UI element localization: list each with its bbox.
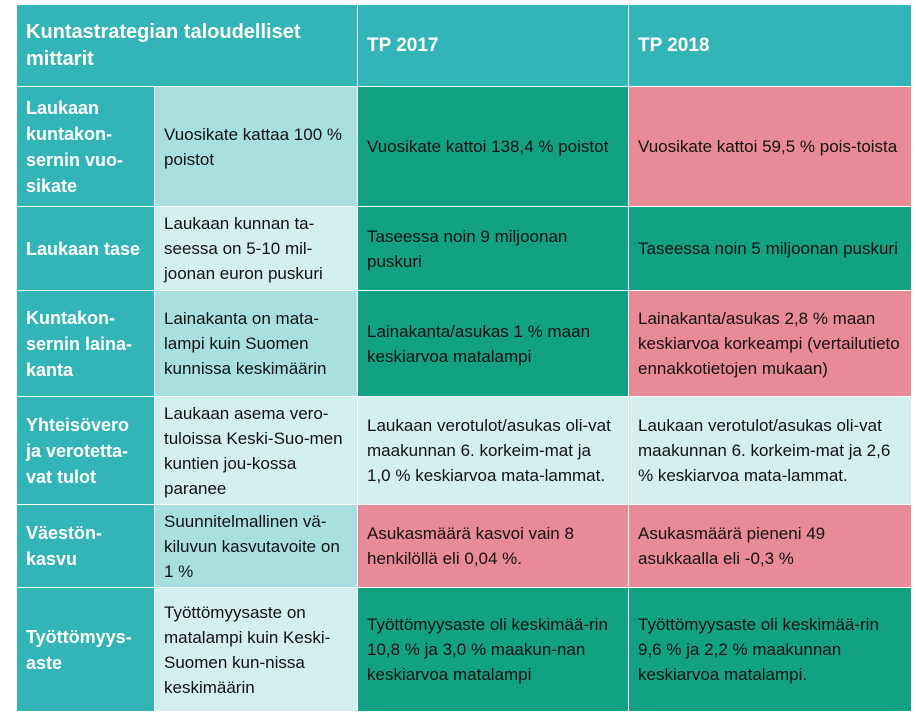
table-row bbox=[17, 207, 912, 291]
tp2018-cell: Asukasmäärä pieneni 49 asukkaalla eli -0,3 % bbox=[629, 505, 912, 588]
target-cell: Suunnitelmallinen vä-kiluvun kasvutavoite on 1 % bbox=[155, 505, 358, 588]
table-title: Kuntastrategian taloudelliset mittarit bbox=[17, 5, 358, 87]
table-row bbox=[17, 87, 912, 207]
tp2017-cell: Taseessa noin 9 miljoonan puskuri bbox=[358, 207, 629, 291]
row-label: Laukaan kuntakon-sernin vuo-sikate bbox=[17, 87, 155, 207]
row-label: Kuntakon-sernin laina-kanta bbox=[17, 291, 155, 397]
tp2018-cell: Laukaan verotulot/asukas oli-vat maakunnan 6. korkeim-mat ja 2,6 % keskiarvoa mata-lammat. bbox=[629, 397, 912, 505]
tp2017-cell: Laukaan verotulot/asukas oli-vat maakunnan 6. korkeim-mat ja 1,0 % keskiarvoa mata-lammat. bbox=[358, 397, 629, 505]
tp2017-cell: Työttömyysaste oli keskimää-rin 10,8 % ja 3,0 % maakun-nan keskiarvoa matalampi bbox=[358, 588, 629, 712]
tp2018-cell: Työttömyysaste oli keskimää-rin 9,6 % ja 2,2 % maakunnan keskiarvoa matalampi. bbox=[629, 588, 912, 712]
tp2017-cell: Lainakanta/asukas 1 % maan keskiarvoa matalampi bbox=[358, 291, 629, 397]
target-cell: Lainakanta on mata-lampi kuin Suomen kunnissa keskimäärin bbox=[155, 291, 358, 397]
column-header-tp-2017: TP 2017 bbox=[358, 5, 629, 87]
target-cell: Vuosikate kattaa 100 % poistot bbox=[155, 87, 358, 207]
metrics-table bbox=[16, 4, 912, 712]
target-cell: Laukaan asema vero-tuloissa Keski-Suo-men kuntien jou-kossa paranee bbox=[155, 397, 358, 505]
row-label: Yhteisövero ja verotetta-vat tulot bbox=[17, 397, 155, 505]
target-cell: Työttömyysaste on matalampi kuin Keski-Suomen kun-nissa keskimäärin bbox=[155, 588, 358, 712]
table-row bbox=[17, 291, 912, 397]
row-label: Väestön-kasvu bbox=[17, 505, 155, 588]
column-header-tp-2018: TP 2018 bbox=[629, 5, 912, 87]
tp2017-cell: Asukasmäärä kasvoi vain 8 henkilöllä eli 0,04 %. bbox=[358, 505, 629, 588]
tp2017-cell: Vuosikate kattoi 138,4 % poistot bbox=[358, 87, 629, 207]
header-row bbox=[17, 5, 912, 87]
target-cell: Laukaan kunnan ta-seessa on 5-10 mil-joonan euron puskuri bbox=[155, 207, 358, 291]
metrics-table-container bbox=[16, 4, 911, 711]
table-row bbox=[17, 505, 912, 588]
tp2018-cell: Lainakanta/asukas 2,8 % maan keskiarvoa korkeampi (vertailutieto ennakkotietojen mukaan) bbox=[629, 291, 912, 397]
table-row bbox=[17, 397, 912, 505]
table-body bbox=[17, 87, 912, 712]
tp2018-cell: Taseessa noin 5 miljoonan puskuri bbox=[629, 207, 912, 291]
row-label: Työttömyys-aste bbox=[17, 588, 155, 712]
table-row bbox=[17, 588, 912, 712]
row-label: Laukaan tase bbox=[17, 207, 155, 291]
tp2018-cell: Vuosikate kattoi 59,5 % pois-toista bbox=[629, 87, 912, 207]
